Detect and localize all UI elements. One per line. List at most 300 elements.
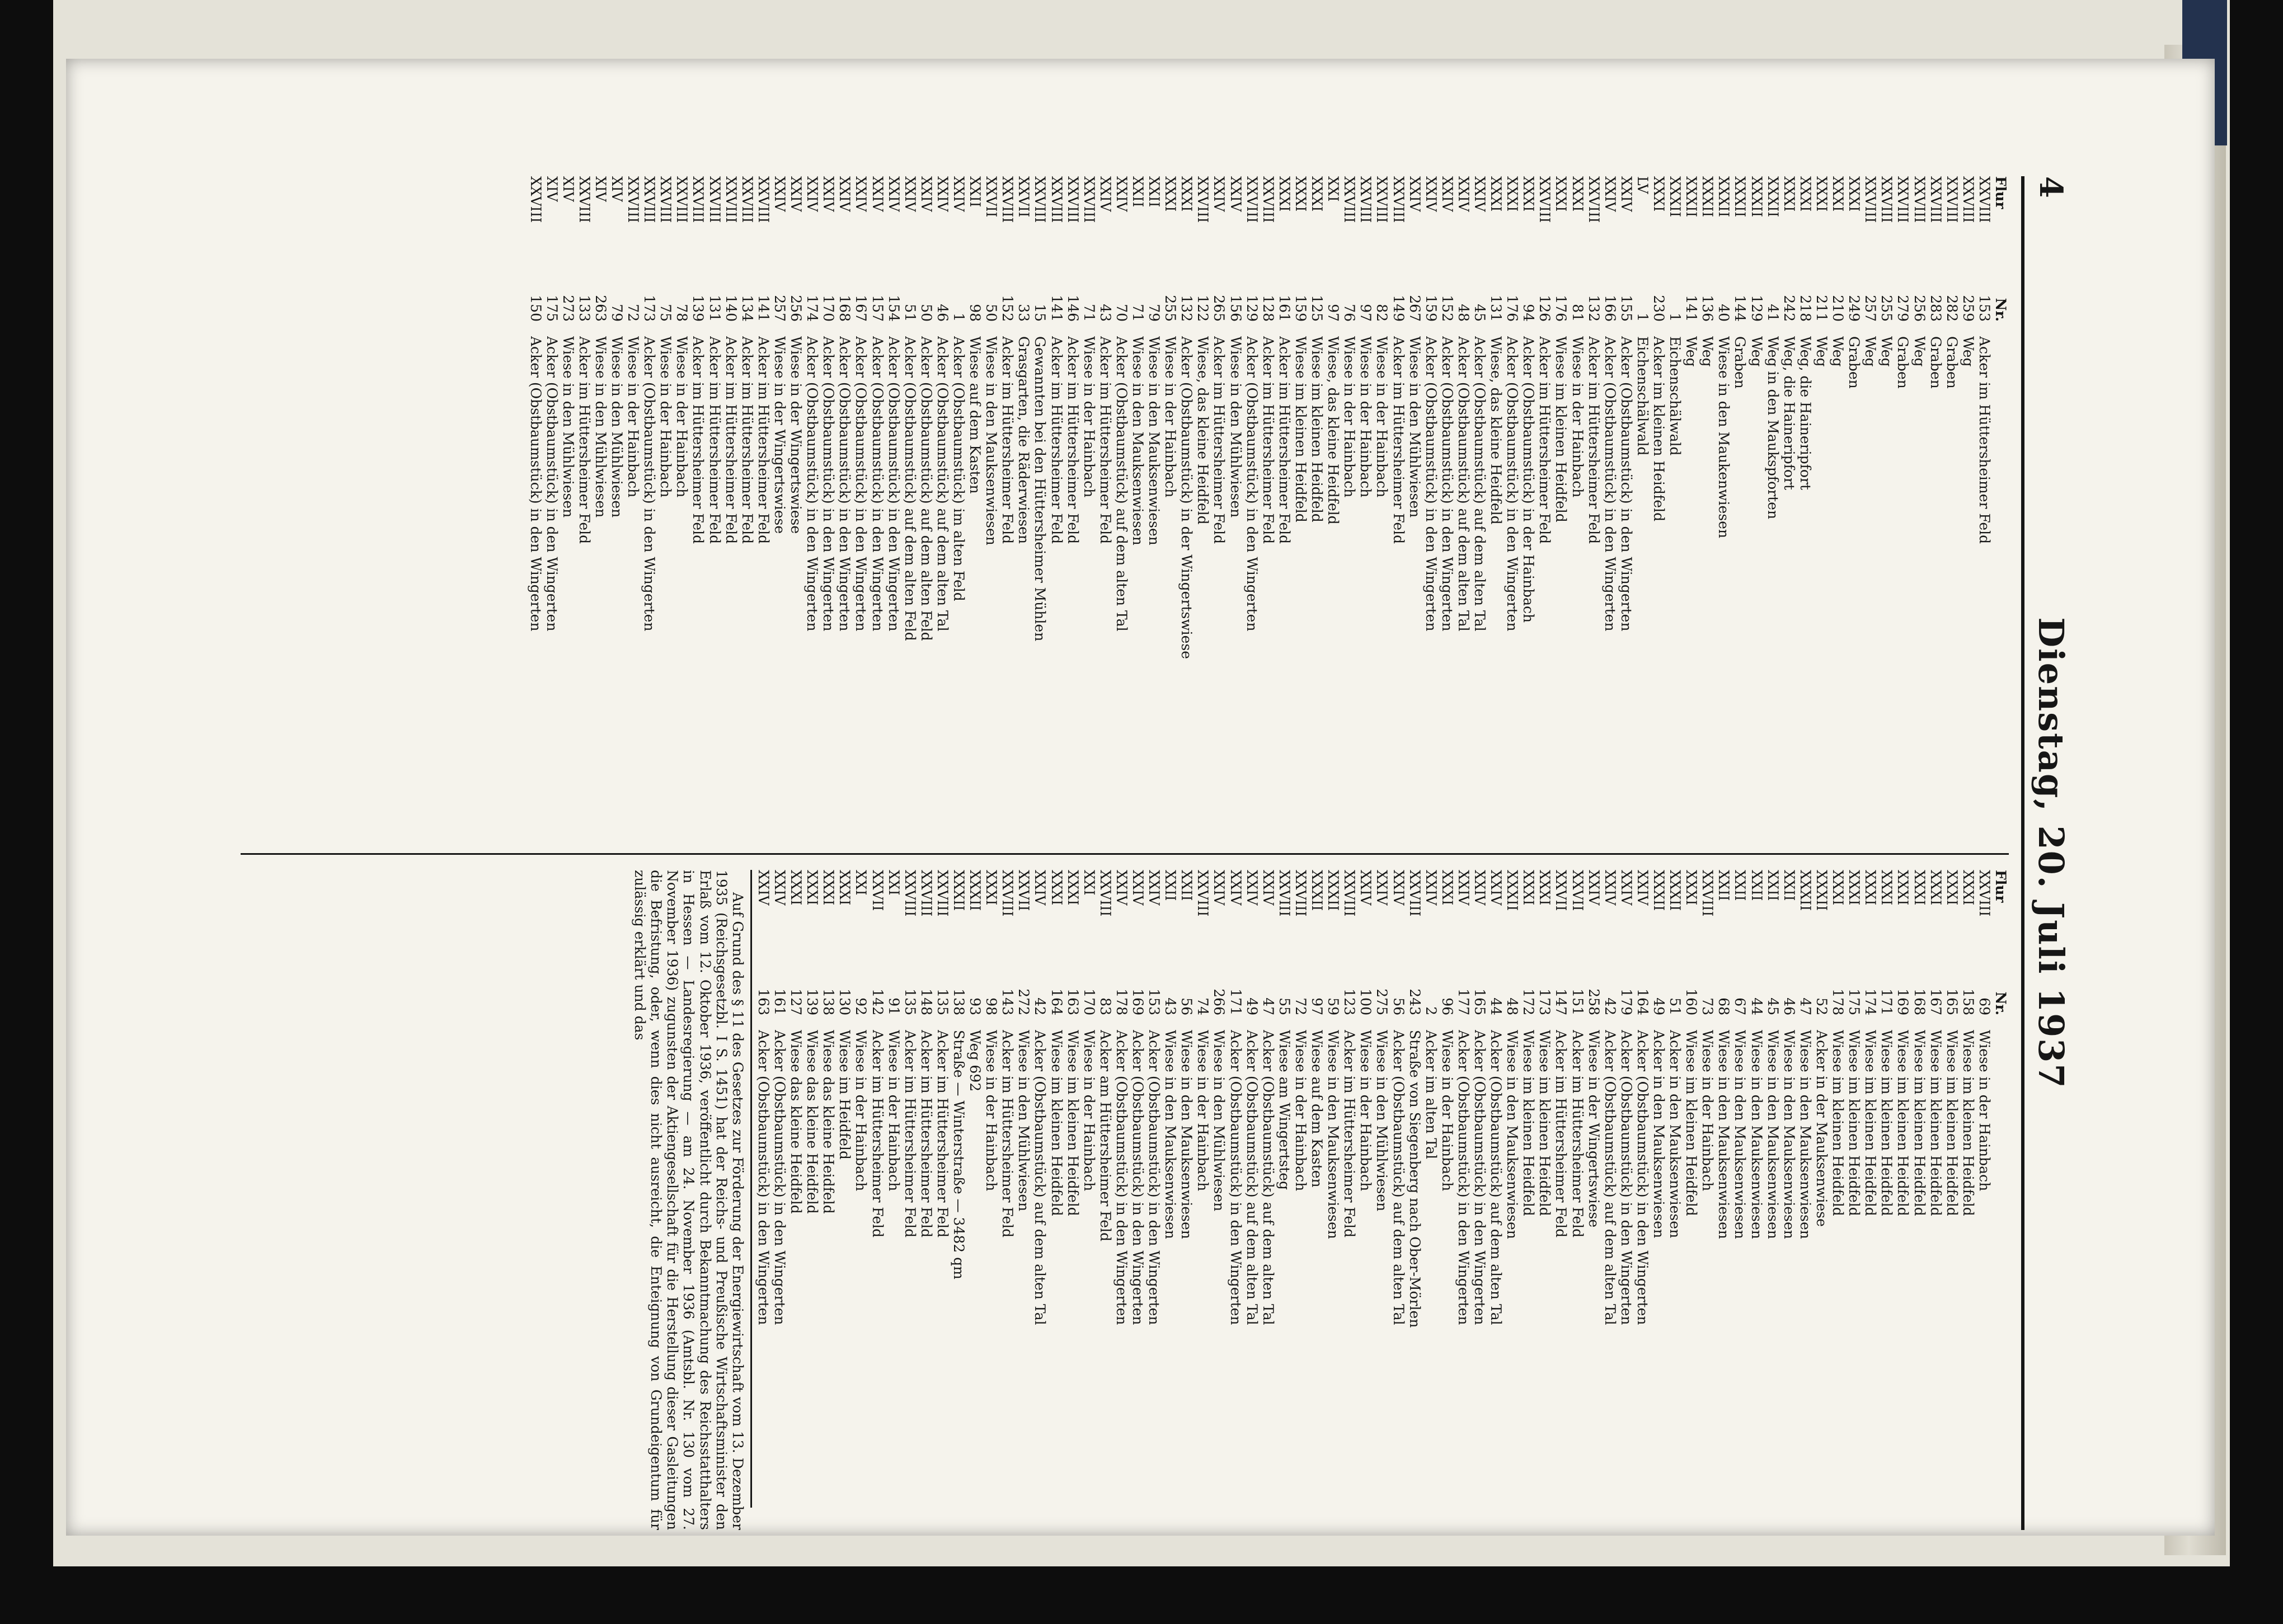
parcel-flur: XXXI xyxy=(1292,176,1309,212)
parcel-row xyxy=(1293,176,1309,836)
parcel-nr: 178 xyxy=(1113,988,1130,1015)
parcel-nr: 131 xyxy=(1488,295,1505,322)
parcel-desc: Acker (Obstbaumstück) in den Wingerten xyxy=(1618,336,1634,632)
parcel-flur: XXXII xyxy=(1764,176,1781,218)
parcel-desc: Wiese in den Mauksenwiesen xyxy=(1325,1030,1342,1239)
parcel-row xyxy=(1618,176,1634,836)
parcel-flur: XXVII xyxy=(1016,176,1032,218)
parcel-nr: 79 xyxy=(609,304,626,322)
parcel-desc: Wiese in der Wingertswiese xyxy=(1585,1030,1602,1228)
parcel-nr: 159 xyxy=(1422,295,1439,322)
parcel-row xyxy=(1944,870,1960,1530)
parcel-row xyxy=(1423,870,1439,1530)
parcel-flur: XXI xyxy=(885,870,902,896)
parcel-nr: 79 xyxy=(1146,304,1163,322)
parcel-nr: 249 xyxy=(1846,295,1863,322)
parcel-nr: 81 xyxy=(1569,304,1586,322)
flur-header: Flur xyxy=(1993,870,2009,903)
parcel-row xyxy=(1016,870,1032,1530)
parcel-row xyxy=(1244,176,1260,836)
parcel-nr: 45 xyxy=(1764,997,1781,1015)
parcel-row xyxy=(1830,176,1846,836)
parcel-nr: 173 xyxy=(1537,988,1553,1015)
parcel-row xyxy=(1569,176,1585,836)
parcel-row xyxy=(1162,176,1178,836)
parcel-row xyxy=(1862,870,1878,1530)
parcel-row xyxy=(967,870,983,1530)
parcel-nr: 56 xyxy=(1390,997,1407,1015)
parcel-desc: Wiese im kleinen Heidfeld xyxy=(1048,1030,1065,1216)
parcel-row xyxy=(1178,870,1195,1530)
parcel-nr: 283 xyxy=(1927,295,1944,322)
parcel-flur: XXVIII xyxy=(527,176,544,223)
parcel-desc: Acker (Obstbaumstück) in den Wingerten xyxy=(885,336,902,632)
parcel-row xyxy=(1569,870,1585,1530)
parcel-nr: 59 xyxy=(1325,997,1342,1015)
parcel-flur: XXIV xyxy=(1406,176,1423,212)
parcel-row xyxy=(1472,870,1488,1530)
left-parcel-list xyxy=(527,176,1992,836)
parcel-nr: 94 xyxy=(1520,304,1537,322)
parcel-row xyxy=(1716,870,1732,1530)
parcel-row xyxy=(999,176,1016,836)
parcel-nr: 98 xyxy=(967,304,984,322)
parcel-flur: XXXI xyxy=(1178,176,1195,212)
parcel-flur: XXVIII xyxy=(1260,176,1276,223)
parcel-desc: Weg 692 xyxy=(967,1030,984,1092)
parcel-nr: 166 xyxy=(1601,295,1618,322)
parcel-row xyxy=(690,176,706,836)
parcel-nr: 97 xyxy=(1325,304,1342,322)
parcel-flur: XXXI xyxy=(1309,176,1326,212)
parcel-flur: XXVIII xyxy=(1374,176,1391,223)
parcel-flur: XXVIII xyxy=(657,176,674,223)
parcel-nr: 136 xyxy=(1699,295,1716,322)
parcel-row xyxy=(1667,176,1683,836)
parcel-nr: 2 xyxy=(1422,1006,1439,1015)
parcel-flur: XXXI xyxy=(1846,870,1863,906)
parcel-flur: XXVIII xyxy=(1195,176,1211,223)
parcel-nr: 139 xyxy=(804,988,821,1015)
parcel-flur: XXXI xyxy=(1537,870,1553,906)
parcel-desc: Acker (Obstbaumstück) auf dem alten Tal xyxy=(1472,336,1488,632)
parcel-row xyxy=(1032,870,1048,1530)
parcel-row xyxy=(1162,870,1178,1530)
parcel-nr: 78 xyxy=(674,304,690,322)
parcel-flur: XXVIII xyxy=(755,176,772,223)
parcel-desc: Wiese in den Mühlwiesen xyxy=(1227,336,1244,518)
parcel-row xyxy=(886,870,902,1530)
parcel-row xyxy=(820,870,837,1530)
parcel-desc: Wiese im kleinen Heidfeld xyxy=(1553,336,1570,522)
parcel-nr: 256 xyxy=(788,295,805,322)
page-date: Dienstag, 20. Juli 1937 xyxy=(2031,617,2071,1089)
parcel-nr: 258 xyxy=(1585,988,1602,1015)
parcel-row xyxy=(1472,176,1488,836)
parcel-desc: Wiese in den Mauksenwiesen xyxy=(1162,1030,1179,1239)
parcel-flur: XXXI xyxy=(1878,870,1895,906)
parcel-desc: Wiese auf dem Kasten xyxy=(967,336,984,494)
parcel-flur: XXIV xyxy=(869,176,886,212)
parcel-desc: Acker (Obstbaumstück) in den Wingerten xyxy=(543,336,560,632)
parcel-desc: Wiese in der Hainbach xyxy=(1976,1030,1993,1192)
parcel-desc: Wiese im kleinen Heidfeld xyxy=(1960,1030,1976,1216)
parcel-nr: 143 xyxy=(999,988,1016,1015)
parcel-row xyxy=(1944,176,1960,836)
parcel-nr: 125 xyxy=(1309,295,1326,322)
parcel-flur: XXIV xyxy=(1113,870,1130,906)
parcel-desc: Wiese im kleinen Heidfeld xyxy=(1943,1030,1960,1216)
parcel-flur: XXIV xyxy=(1472,870,1488,906)
parcel-desc: Wiese in den Mauksenwiesen xyxy=(1130,336,1147,545)
parcel-row xyxy=(1065,870,1081,1530)
parcel-desc: Wiese, das kleine Heidfeld xyxy=(1195,336,1211,525)
parcel-row xyxy=(1048,870,1064,1530)
parcel-row xyxy=(1732,176,1748,836)
parcel-nr: 230 xyxy=(1651,295,1667,322)
parcel-row xyxy=(1765,176,1781,836)
parcel-nr: 69 xyxy=(1976,997,1993,1015)
parcel-flur: XXII xyxy=(1764,870,1781,901)
parcel-row xyxy=(1911,176,1927,836)
parcel-nr: 174 xyxy=(804,295,821,322)
parcel-flur: XXIV xyxy=(1618,176,1634,212)
parcel-flur: XXIV xyxy=(1097,176,1114,212)
parcel-desc: Wiese in den Mauksenwiesen xyxy=(1764,1030,1781,1239)
parcel-desc: Acker (Obstbaumstück) auf dem alten Tal xyxy=(934,336,951,632)
parcel-nr: 44 xyxy=(1748,997,1765,1015)
parcel-nr: 257 xyxy=(1862,295,1879,322)
parcel-row xyxy=(999,870,1016,1530)
parcel-row xyxy=(1634,870,1651,1530)
parcel-nr: 168 xyxy=(837,295,853,322)
parcel-nr: 272 xyxy=(1016,988,1032,1015)
parcel-nr: 71 xyxy=(1081,304,1097,322)
parcel-desc: Acker im Hüttersheimer Feld xyxy=(1976,336,1993,544)
parcel-desc: Acker (Obstbaumstück) in den Wingerten xyxy=(804,336,821,632)
parcel-nr: 51 xyxy=(1667,997,1684,1015)
parcel-desc: Acker (Obstbaumstück) in den Wingerten xyxy=(853,336,870,632)
parcel-row xyxy=(1195,176,1211,836)
parcel-nr: 132 xyxy=(1178,295,1195,322)
parcel-flur: XXVIII xyxy=(1976,870,1993,917)
parcel-row xyxy=(869,176,885,836)
parcel-nr: 148 xyxy=(918,988,934,1015)
parcel-flur: XXIV xyxy=(771,870,788,906)
parcel-nr: 56 xyxy=(1178,997,1195,1015)
parcel-nr: 147 xyxy=(1553,988,1570,1015)
parcel-row xyxy=(1683,870,1699,1530)
parcel-flur: XXIV xyxy=(1422,176,1439,212)
parcel-desc: Weg xyxy=(1960,336,1976,367)
parcel-flur: XXVIII xyxy=(918,870,934,917)
parcel-flur: XXIV xyxy=(1422,870,1439,906)
parcel-desc: Wiese im kleinen Heidfeld xyxy=(1683,1030,1700,1216)
parcel-row xyxy=(1553,176,1569,836)
parcel-nr: 47 xyxy=(1260,997,1276,1015)
parcel-nr: 51 xyxy=(901,304,918,322)
parcel-flur: XXIV xyxy=(755,870,772,906)
parcel-nr: 169 xyxy=(1130,988,1147,1015)
parcel-flur: XXVII xyxy=(1553,870,1570,911)
parcel-row xyxy=(1878,176,1895,836)
parcel-row xyxy=(1504,176,1520,836)
parcel-desc: Wiese im kleinen Heidfeld xyxy=(1878,1030,1895,1216)
parcel-desc: Graben xyxy=(1846,336,1863,389)
parcel-desc: Weg xyxy=(1830,336,1847,367)
parcel-flur: XXVIII xyxy=(1276,870,1293,917)
parcel-desc: Acker im Hüttersheimer Feld xyxy=(722,336,739,544)
parcel-desc: Wiese, das kleine Heidfeld xyxy=(1325,336,1342,525)
parcel-row xyxy=(1895,870,1911,1530)
parcel-row xyxy=(853,176,869,836)
parcel-row xyxy=(707,176,723,836)
parcel-desc: Wiese in den Mauksenwiesen xyxy=(1797,1030,1814,1239)
parcel-nr: 46 xyxy=(934,304,951,322)
parcel-row xyxy=(804,870,820,1530)
parcel-row xyxy=(1390,870,1406,1530)
parcel-flur: XXVIII xyxy=(1862,176,1879,223)
parcel-row xyxy=(772,176,788,836)
parcel-row xyxy=(1211,870,1227,1530)
parcel-desc: Acker am Hüttersheimer Feld xyxy=(1097,1030,1114,1242)
flur-header: Flur xyxy=(1993,176,2009,209)
parcel-nr: 174 xyxy=(1862,988,1879,1015)
parcel-desc: Wiese das kleine Heidfeld xyxy=(820,1030,837,1214)
parcel-nr: 45 xyxy=(1472,304,1488,322)
parcel-flur: XXXI xyxy=(1960,870,1976,906)
parcel-flur: LV xyxy=(1634,176,1651,194)
parcel-row xyxy=(837,176,853,836)
parcel-row xyxy=(1814,176,1830,836)
parcel-nr: 127 xyxy=(788,988,805,1015)
parcel-nr: 177 xyxy=(1455,988,1472,1015)
parcel-desc: Wiese, das kleine Heidfeld xyxy=(1488,336,1505,525)
parcel-desc: Acker (Obstbaumstück) in den Wingerten xyxy=(869,336,886,632)
parcel-flur: XXVIII xyxy=(1097,870,1114,917)
parcel-row xyxy=(1309,176,1325,836)
parcel-row xyxy=(1683,176,1699,836)
parcel-nr: 96 xyxy=(1439,997,1455,1015)
parcel-desc: Acker (Obstbaumstück) in den Wingerten xyxy=(641,336,658,632)
parcel-row xyxy=(1667,870,1683,1530)
parcel-nr: 55 xyxy=(1276,997,1293,1015)
parcel-nr: 43 xyxy=(1162,997,1179,1015)
parcel-row xyxy=(1146,870,1162,1530)
parcel-flur: XXIV xyxy=(771,176,788,212)
parcel-row xyxy=(1228,176,1244,836)
parcel-flur: XXXI xyxy=(1830,870,1847,906)
parcel-desc: Wiese in den Mauksenwiesen xyxy=(1732,1030,1749,1239)
parcel-nr: 132 xyxy=(1585,295,1602,322)
parcel-row xyxy=(1586,176,1602,836)
parcel-row xyxy=(544,176,560,836)
parcel-nr: 273 xyxy=(560,295,576,322)
parcel-flur: XXVIII xyxy=(934,870,951,917)
parcel-nr: 257 xyxy=(771,295,788,322)
parcel-flur: XXIV xyxy=(1488,870,1505,906)
parcel-row xyxy=(1374,870,1390,1530)
parcel-desc: Acker im Hüttersheimer Feld xyxy=(999,1030,1016,1238)
parcel-desc: Acker (Obstbaumstück) auf dem alten Tal xyxy=(1488,1030,1505,1325)
parcel-row xyxy=(723,176,739,836)
parcel-flur: XXVIII xyxy=(999,870,1016,917)
parcel-nr: 176 xyxy=(1504,295,1521,322)
parcel-row xyxy=(934,870,951,1530)
parcel-nr: 126 xyxy=(1537,295,1553,322)
parcel-flur: XXXII xyxy=(967,870,984,911)
parcel-desc: Acker (Obstbaumstück) in den Wingerten xyxy=(1439,336,1455,632)
parcel-flur: XXIV xyxy=(934,176,951,212)
parcel-desc: Acker (Obstbaumstück) in den Wingerten xyxy=(1130,1030,1147,1325)
parcel-desc: Wiese in den Mühlwiesen xyxy=(1406,336,1423,518)
parcel-row xyxy=(1455,870,1472,1530)
parcel-nr: 139 xyxy=(690,295,707,322)
parcel-row xyxy=(1423,176,1439,836)
parcel-row xyxy=(1244,870,1260,1530)
parcel-nr: 72 xyxy=(1292,997,1309,1015)
parcel-flur: XXVIII xyxy=(690,176,707,223)
parcel-row xyxy=(1407,870,1423,1530)
parcel-flur: XXIV xyxy=(1634,870,1651,906)
parcel-desc: Acker (Obstbaumstück) auf dem alten Tal xyxy=(1601,1030,1618,1325)
parcel-flur: XXXII xyxy=(951,870,967,911)
parcel-desc: Acker (Obstbaumstück) in den Wingerten xyxy=(1113,1030,1130,1325)
parcel-desc: Wiese in der Hainbach xyxy=(1162,336,1179,498)
parcel-nr: 76 xyxy=(1341,304,1358,322)
parcel-flur: XXXI xyxy=(804,870,821,906)
parcel-row xyxy=(918,870,934,1530)
parcel-nr: 176 xyxy=(1553,295,1570,322)
parcel-row xyxy=(1325,176,1341,836)
parcel-desc: Wiese in der Hainbach xyxy=(1357,1030,1374,1192)
parcel-desc: Wiese in der Hainbach xyxy=(853,1030,870,1192)
parcel-flur: XXXI xyxy=(1797,176,1814,212)
parcel-row xyxy=(1357,870,1374,1530)
parcel-flur: XXI xyxy=(1081,870,1097,896)
parcel-desc: Acker in den Mauksenwiesen xyxy=(1651,1030,1667,1239)
parcel-nr: 167 xyxy=(1927,988,1944,1015)
parcel-nr: 150 xyxy=(527,295,544,322)
parcel-row xyxy=(1651,176,1667,836)
parcel-desc: Wiese im kleinen Heidfeld xyxy=(1911,1030,1928,1216)
parcel-desc: Acker (Obstbaumstück) in den Wingerten xyxy=(1146,1030,1163,1325)
parcel-desc: Wiese in den Mühlwiesen xyxy=(1016,1030,1032,1212)
parcel-flur: XXI xyxy=(853,870,870,896)
parcel-desc: Acker (Obstbaumstück) auf dem alten Tal xyxy=(1243,1030,1260,1325)
parcel-desc: Acker im Hüttersheimer Feld xyxy=(739,336,755,544)
parcel-nr: 153 xyxy=(1976,295,1993,322)
parcel-flur: XXVIII xyxy=(1537,176,1553,223)
parcel-row xyxy=(1895,176,1911,836)
parcel-desc: Acker im Hüttersheimer Feld xyxy=(576,336,593,544)
parcel-desc: Acker im Hüttersheimer Feld xyxy=(1553,1030,1570,1238)
parcel-nr: 138 xyxy=(951,988,967,1015)
parcel-row xyxy=(788,176,804,836)
parcel-row xyxy=(1374,176,1390,836)
parcel-row xyxy=(1814,870,1830,1530)
parcel-row xyxy=(1862,176,1878,836)
parcel-nr: 169 xyxy=(1895,988,1911,1015)
parcel-nr: 135 xyxy=(934,988,951,1015)
parcel-row xyxy=(869,870,885,1530)
parcel-row xyxy=(1309,870,1325,1530)
parcel-row xyxy=(1341,176,1357,836)
parcel-desc: Wiese in der Hainbach xyxy=(885,1030,902,1192)
parcel-nr: 67 xyxy=(1732,997,1749,1015)
parcel-nr: 47 xyxy=(1797,997,1814,1015)
parcel-row xyxy=(804,176,820,836)
parcel-desc: Acker (Obstbaumstück) in den Wingerten xyxy=(1472,1030,1488,1325)
parcel-row xyxy=(1602,870,1618,1530)
parcel-nr: 153 xyxy=(1146,988,1163,1015)
parcel-row xyxy=(1928,176,1944,836)
parcel-flur: XXIV xyxy=(820,176,837,212)
parcel-nr: 163 xyxy=(755,988,772,1015)
parcel-flur: XXXII xyxy=(1309,870,1326,911)
right-column xyxy=(632,870,2009,1530)
parcel-flur: XXII xyxy=(1732,870,1749,901)
parcel-flur: XXVIII xyxy=(1911,176,1928,223)
parcel-flur: XXXI xyxy=(1162,176,1179,212)
parcel-row xyxy=(1960,870,1976,1530)
parcel-row xyxy=(1211,176,1227,836)
parcel-nr: 135 xyxy=(901,988,918,1015)
parcel-row xyxy=(1357,176,1374,836)
parcel-nr: 123 xyxy=(1341,988,1358,1015)
parcel-nr: 52 xyxy=(1813,997,1830,1015)
parcel-nr: 263 xyxy=(592,295,609,322)
parcel-row xyxy=(1520,176,1537,836)
parcel-nr: 279 xyxy=(1895,295,1911,322)
parcel-desc: Wiese am Wingertsteg xyxy=(1276,1030,1293,1190)
parcel-desc: Acker im Hüttersheimer Feld xyxy=(901,1030,918,1238)
parcel-nr: 44 xyxy=(1488,997,1505,1015)
parcel-desc: Weg xyxy=(1683,336,1700,367)
parcel-desc: Graben xyxy=(1732,336,1749,389)
parcel-row xyxy=(1781,870,1797,1530)
parcel-row xyxy=(1846,176,1862,836)
parcel-row xyxy=(1130,176,1146,836)
parcel-desc: Wiese in der Hainbach xyxy=(1374,336,1391,498)
document-page xyxy=(66,59,2215,1536)
parcel-nr: 151 xyxy=(1569,988,1586,1015)
parcel-flur: XXIV xyxy=(1472,176,1488,212)
parcel-row xyxy=(527,176,543,836)
parcel-nr: 141 xyxy=(1048,295,1065,322)
parcel-flur: XXIV xyxy=(1260,870,1276,906)
parcel-desc: Acker im kleinen Heidfeld xyxy=(1651,336,1667,522)
parcel-nr: 168 xyxy=(1911,988,1928,1015)
parcel-row xyxy=(1260,870,1276,1530)
parcel-nr: 93 xyxy=(967,997,984,1015)
parcel-nr: 49 xyxy=(1651,997,1667,1015)
parcel-desc: Acker im Hüttersheimer Feld xyxy=(918,1030,934,1238)
parcel-flur: XXXII xyxy=(1716,176,1732,218)
parcel-desc: Acker (Obstbaumstück) in den Wingerten xyxy=(820,336,837,632)
parcel-flur: XXVIII xyxy=(1960,176,1976,223)
parcel-desc: Wiese in den Mauksenwiesen xyxy=(1748,1030,1765,1239)
parcel-flur: XXIV xyxy=(1439,176,1455,212)
parcel-row xyxy=(1097,870,1114,1530)
parcel-row xyxy=(1797,176,1814,836)
parcel-desc: Acker im Hüttersheimer Feld xyxy=(1064,336,1081,544)
parcel-nr: 170 xyxy=(820,295,837,322)
parcel-flur: XXXI xyxy=(1846,176,1863,212)
parcel-nr: 129 xyxy=(1243,295,1260,322)
parcel-flur: XXVIII xyxy=(1341,176,1358,223)
parcel-nr: 134 xyxy=(739,295,755,322)
